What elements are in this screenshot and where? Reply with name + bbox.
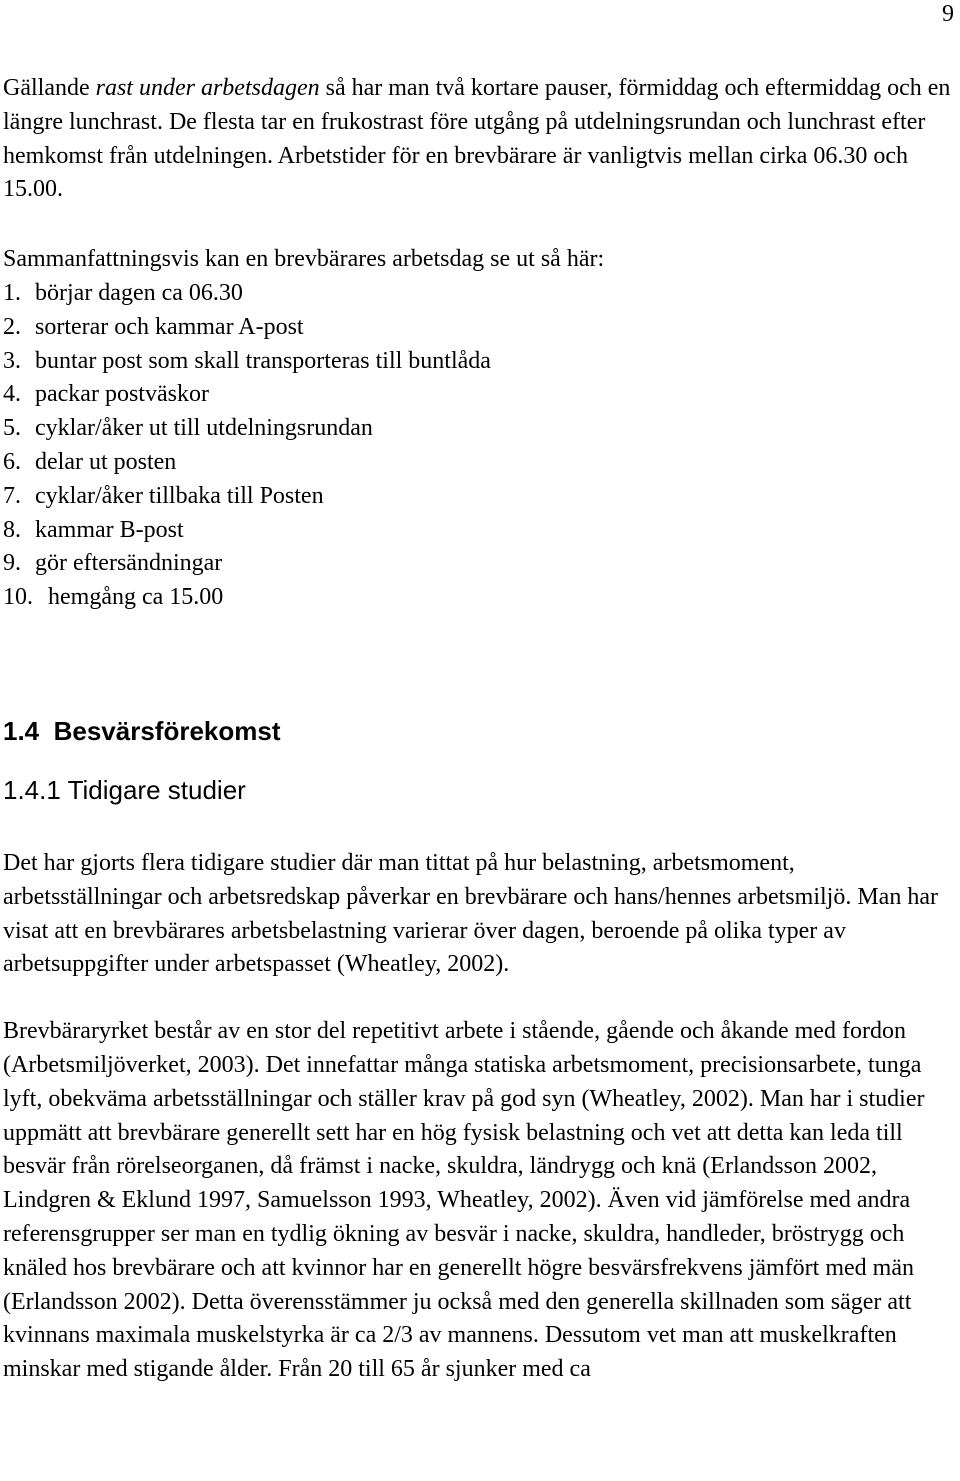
list-item-number: 8. bbox=[3, 516, 21, 543]
list-item bbox=[3, 378, 953, 412]
list-item-number: 5. bbox=[3, 415, 21, 442]
paragraph-work-breaks-rest: så har man två kortare pauser, förmiddag och eftermiddag och en längre lunchrast. De flesta tar en frukostrast före utgång på utdelningsrundan och lunchrast efter hemkomst från utdelningen. Arbetstider för en brevbärare är vanligtvis mellan cirka 06.30 och 15.00. bbox=[3, 75, 951, 203]
list-item bbox=[3, 547, 953, 581]
list-item bbox=[3, 345, 953, 379]
section-heading: 1.4 Besvärsförekomst bbox=[3, 715, 281, 746]
list-item-text: sorterar och kammar A-post bbox=[35, 313, 304, 340]
list-item-number: 9. bbox=[3, 550, 21, 577]
list-item-number: 4. bbox=[3, 381, 21, 408]
list-item-text: hemgång ca 15.00 bbox=[48, 584, 224, 611]
list-item-text: packar postväskor bbox=[35, 381, 209, 408]
list-item-text: börjar dagen ca 06.30 bbox=[35, 279, 243, 306]
list-item bbox=[3, 480, 953, 514]
list-item-text: delar ut posten bbox=[35, 448, 177, 475]
list-item-text: cyklar/åker ut till utdelningsrundan bbox=[35, 415, 373, 442]
paragraph-occupational-load: Brevbäraryrket består av en stor del repetitivt arbete i stående, gående och åkande med fordon (Arbetsmiljöverket, 2003). Det innefattar många statiska arbetsmoment, precisionsarbete, tunga lyft, obekväma arbetsställningar och ställer krav på god syn (Wheatley, 2002). Man har i studier uppmätt att brevbärare generellt sett har en hög fysisk belastning och vet att detta kan leda till besvär från rörelseorganen, då främst i nacke, skuldra, ländrygg och knä (Erlandsson 2002, Lindgren & Eklund 1997, Samuelsson 1993, Wheatley, 2002). Även vid jämförelse med andra referensgrupper ser man en tydlig ökning av besvär i nacke, skuldra, handleder, bröstrygg och knäled hos brevbärare och att kvinnor har en generellt högre besvärsfrekvens jämfört med män (Erlandsson 2002). Detta överensstämmer ju också med den generella skillnaden som säger att kvinnans maximala muskelstyrka är ca 2/3 av mannens. Dessutom vet man att muskelkraften minskar med stigande ålder. Från 20 till 65 år sjunker med ca bbox=[3, 1018, 925, 1383]
list-item-number: 1. bbox=[3, 279, 21, 306]
list-item-text: kammar B-post bbox=[35, 516, 184, 543]
page-number: 9 bbox=[942, 1, 954, 27]
list-item bbox=[3, 277, 953, 311]
list-item bbox=[3, 514, 953, 548]
paragraph-previous-studies: Det har gjorts flera tidigare studier där man tittat på hur belastning, arbetsmoment, arbetsställningar och arbetsredskap påverkar en brevbärare och hans/hennes arbetsmiljö. Man har visat att en brevbärares arbetsbelastning varierar över dagen, beroende på olika typer av arbetsuppgifter under arbetspasset (Wheatley, 2002). bbox=[3, 849, 938, 978]
subsection-heading: 1.4.1 Tidigare studier bbox=[3, 774, 246, 805]
list-item-number: 6. bbox=[3, 448, 21, 475]
list-item bbox=[3, 446, 953, 480]
document-body bbox=[3, 72, 953, 1387]
paragraph-work-breaks bbox=[3, 72, 953, 207]
paragraph-work-breaks-emphasis: rast under arbetsdagen bbox=[95, 75, 320, 101]
list-item-number: 2. bbox=[3, 313, 21, 340]
workday-steps-list bbox=[3, 277, 953, 615]
summary-intro: Sammanfattningsvis kan en brevbärares arbetsdag se ut så här: bbox=[3, 246, 605, 273]
list-item bbox=[3, 311, 953, 345]
paragraph-work-breaks-lead: Gällande bbox=[3, 75, 96, 101]
list-item-text: cyklar/åker tillbaka till Posten bbox=[35, 482, 324, 509]
list-item-number: 7. bbox=[3, 482, 21, 509]
list-item-number: 10. bbox=[3, 584, 33, 611]
list-item-text: buntar post som skall transporteras till buntlåda bbox=[35, 347, 491, 374]
list-item bbox=[3, 412, 953, 446]
list-item-text: gör eftersändningar bbox=[35, 550, 223, 577]
list-item bbox=[3, 581, 953, 615]
list-item-number: 3. bbox=[3, 347, 21, 374]
